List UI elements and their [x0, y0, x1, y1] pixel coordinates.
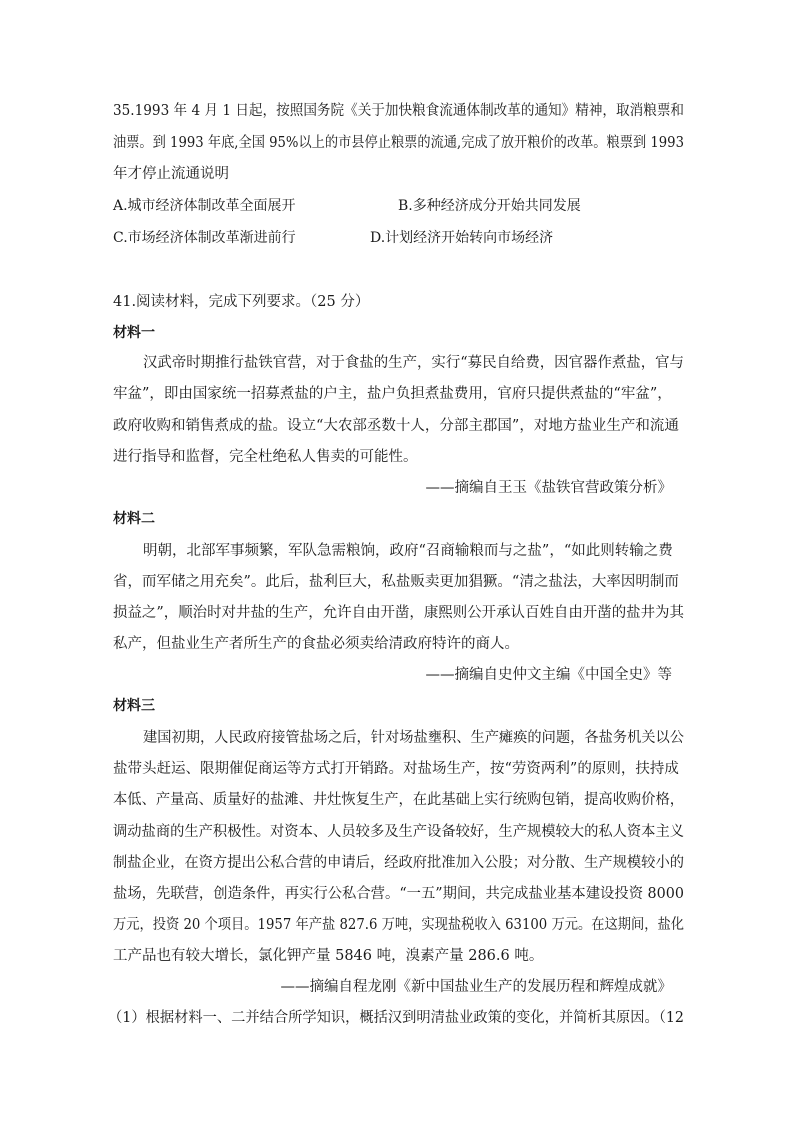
material-3-line-2: 盐带头赶运、限期催促商运等方式打开销路。对盐场生产，按“劳资两利”的原则，扶持成 [113, 761, 679, 777]
material-2-line-1: 明朝，北部军事频繁，军队急需粮饷，政府“召商输粮而与之盐”，“如此则转输之费 [143, 543, 673, 559]
material-1-line-2: 牢盆”，即由国家统一招募煮盐的户主，盐户负担煮盐费用，官府只提供煮盐的“牢盆”， [113, 386, 672, 402]
material-3-source: ——摘编自程龙刚《新中国盐业生产的发展历程和辉煌成就》 [280, 979, 672, 995]
material-3-line-8: 工产品也有较大增长，氯化钾产量 5846 吨，溴素产量 286.6 吨。 [113, 948, 544, 964]
material-3-line-5: 制盐企业，在资方提出公私合营的申请后，经政府批准加入公股；对分散、生产规模较小的 [113, 855, 685, 871]
q35-option-b: B.多种经济成分开始共同发展 [398, 198, 581, 214]
material-1-line-3: 政府收购和销售煮成的盐。设立“大农部丞数十人，分部主郡国”，对地方盐业生产和流通 [113, 418, 679, 434]
material-3-line-4: 调动盐商的生产积极性。对资本、人员较多及生产设备较好，生产规模较大的私人资本主义 [113, 824, 685, 840]
material-3-line-7: 万元，投资 20 个项目。1957 年产盐 827.6 万吨，实现盐税收入 63100 万元。在这期间，盐化 [113, 917, 684, 933]
q35-option-c: C.市场经济体制改革渐进前行 [113, 230, 296, 246]
material-3-line-1: 建国初期，人民政府接管盐场之后，针对场盐壅积、生产瘫痪的问题，各盐务机关以公 [143, 730, 685, 746]
material-1-line-1: 汉武帝时期推行盐铁官营，对于食盐的生产，实行“募民自给费，因官器作煮盐，官与 [143, 355, 684, 371]
q41-subquestion-1: （1）根据材料一、二并结合所学知识，概括汉到明清盐业政策的变化，并简析其原因。（12 [108, 1010, 684, 1026]
q35-stem-line-1: 35.1993 年 4 月 1 日起，按照国务院《关于加快粮食流通体制改革的通知》精神，取消粮票和 [113, 103, 685, 119]
material-1-line-4: 进行指导和监督，完全杜绝私人售卖的可能性。 [113, 449, 418, 465]
q35-option-a: A.城市经济体制改革全面展开 [113, 198, 296, 214]
material-2-line-3: 损益之”，顺治时对井盐的生产，允许自由开凿，康熙则公开承认百姓自由开凿的盐井为其 [113, 605, 684, 621]
material-1-title: 材料一 [113, 325, 155, 341]
q35-option-d: D.计划经济开始转向市场经济 [370, 230, 554, 246]
material-3-title: 材料三 [113, 698, 155, 714]
material-3-line-3: 本低、产量高、质量好的盐滩、井灶恢复生产，在此基础上实行统购包销，提高收购价格， [113, 792, 685, 808]
material-1-source: ——摘编自王玉《盐铁官营政策分析》 [425, 480, 672, 496]
material-2-line-2: 省，而军储之用充矣”。此后，盐利巨大，私盐贩卖更加猖獗。“清之盐法，大率因明制而 [113, 574, 679, 590]
material-2-source: ——摘编自史仲文主编《中国全史》等 [425, 667, 672, 683]
material-2-title: 材料二 [113, 511, 155, 527]
material-3-line-6: 盐场，先联营，创造条件，再实行公私合营。“一五”期间，共完成盐业基本建设投资 8000 [113, 886, 684, 902]
q35-stem-line-3: 年才停止流通说明 [113, 166, 229, 182]
q35-stem-line-2: 油票。到 1993 年底,全国 95%以上的市县停止粮票的流通,完成了放开粮价的改革。粮票到 1993 [113, 135, 684, 151]
material-2-line-4: 私产，但盐业生产者所生产的食盐必须卖给清政府特许的商人。 [113, 636, 519, 652]
q41-heading: 41.阅读材料，完成下列要求。（25 分） [113, 294, 370, 310]
